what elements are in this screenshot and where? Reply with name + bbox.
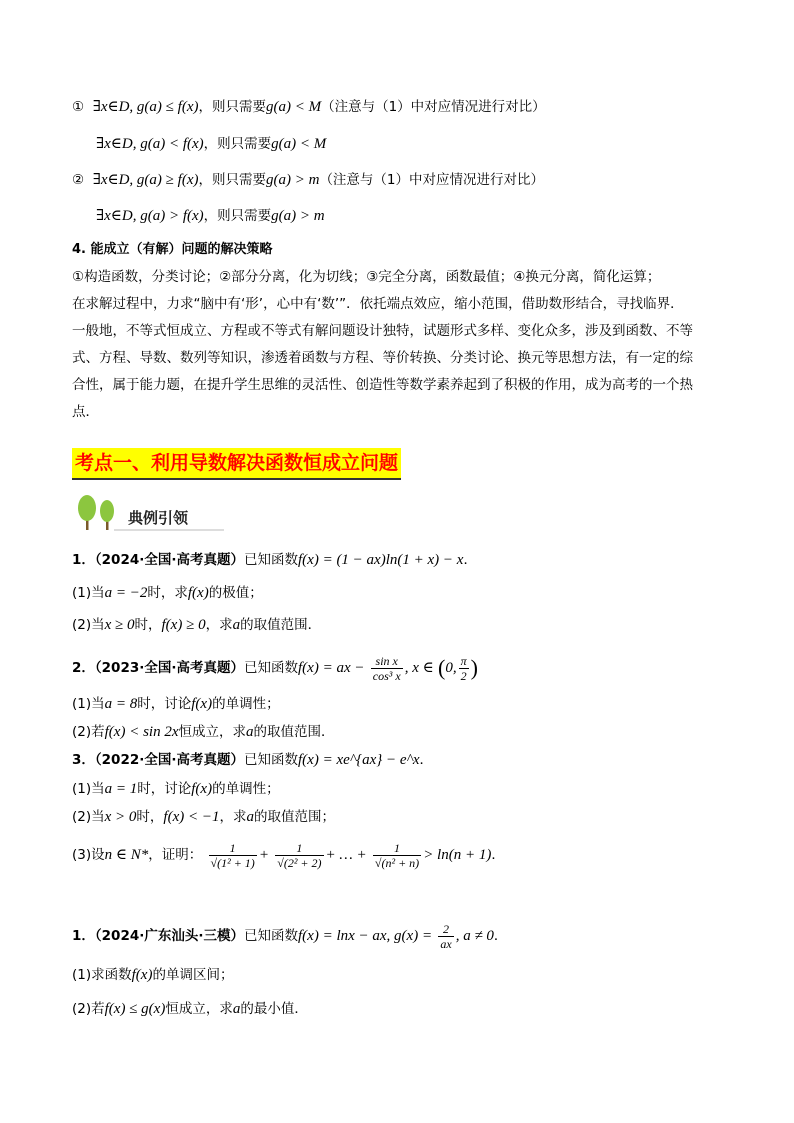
text: (2)当 [72,809,105,825]
math-expression: 0, [445,660,457,676]
practice-question-1-part-2 [72,999,308,1019]
math-expression: x > 0 [104,809,137,825]
question-2 [72,652,478,684]
math-expression: a [232,617,241,633]
math-expression: g(a) < M [271,136,327,152]
practice-question-1-part-1 [72,965,233,985]
question-number: 1． [72,928,95,944]
circled-marker: ② [72,172,85,188]
paragraph-line: 合性，属于能力题，在提升学生思维的灵活性、创造性等数学素养起到了积极的作用，成为高考的一个热 [72,377,693,393]
math-expression: f(x) ≥ 0 [161,617,206,633]
criterion-2 [72,170,544,190]
question-2-part-2 [72,722,334,742]
text: (2)若 [72,1001,105,1017]
practice-question-1: 1．（2024·广东汕头·三模）已知函数f(x) = lnx − ax, g(x) = $\frac{2}{ax}$ , a ≠ 0． [72,921,508,951]
math-expression: g(a) < M [265,99,322,115]
math-expression: , a ≠ 0 [455,928,494,944]
text: ，求 [205,617,233,633]
math-expression: f(x) [191,781,213,797]
math-expression: ∃x∈D, g(a) ≥ f(x) [92,172,199,188]
plus-sign: + [258,847,269,863]
fraction [373,841,421,870]
math-expression: f(x) ≤ g(x) [104,1001,166,1017]
math-expression: ∃x∈D, g(a) > f(x) [96,208,204,224]
text: 的单调性； [212,696,280,712]
question-1-part-1 [72,583,263,603]
text: 时， [136,809,164,825]
paragraph-line: 在求解过程中，力求“脑中有‘形’，心中有‘数’”．依托端点效应，缩小范围，借助数形结合，寻找临界． [72,296,684,312]
circled-marker: ① [72,99,85,115]
text: ，则只需要 [203,208,272,224]
text: (1)求函数 [72,967,132,983]
section-title: 考点一、利用导数解决函数恒成立问题 [72,448,401,480]
math-expression: , x ∈ [404,660,434,676]
paren: ( [438,655,446,680]
math-expression: f(x) = xe^{ax} − e^x [298,752,420,768]
text: 时，讨论 [137,781,192,797]
text: (1)当 [72,696,105,712]
fraction-numerator: 2 [438,922,453,937]
fraction [275,841,323,870]
math-expression: a [246,809,254,825]
paren: ) [470,655,478,680]
question-source: （2024·全国·高考真题） [94,552,244,568]
question-1: 1．（2024·全国·高考真题）已知函数f(x) = (1 − ax)ln(1 + x) − x． [72,552,477,568]
text: (3)设 [72,847,105,863]
question-source: （2023·全国·高考真题） [94,660,244,676]
text: 恒成立，求 [165,1001,233,1017]
text: (1)当 [72,585,105,601]
fraction-denominator: ax [440,936,452,951]
math-expression: f(x) < sin 2x [104,724,179,740]
math-expression: a = 8 [104,696,138,712]
fraction-denominator: √(2² + 2) [277,855,322,870]
math-expression: g(a) > m [265,172,320,188]
math-expression: f(x) = lnx − ax, g(x) = [298,928,433,944]
text: 已知函数 [244,552,298,568]
fraction-denominator: √(n² + n) [374,855,420,870]
criterion-1b [96,134,326,154]
math-expression: f(x) [191,696,213,712]
math-expression: f(x) < −1 [163,809,220,825]
question-source: （2022·全国·高考真题） [94,752,244,768]
math-expression: f(x) = (1 − ax)ln(1 + x) − x [298,552,464,568]
math-expression: a [245,724,254,740]
question-3-part-3: (3)设n ∈ N*，证明： $\frac{1}{\text{√(1² + 1)}}$ + $\frac{1}{\text{√(2² + 2)}}$ + … + $\frac{1}{\text{√(n² + n)}}$ > ln(n + 1)． [72,840,505,870]
question-1-part-2 [72,615,321,635]
note-text: （注意与（1）中对应情况进行对比） [321,99,546,115]
text: ，证明： [148,847,203,863]
text: 的取值范围； [253,809,335,825]
text: ，则只需要 [198,99,266,115]
note-text: （注意与（1）中对应情况进行对比） [319,172,545,188]
math-expression: f(x) [131,967,153,983]
fraction-numerator: 1 [373,841,421,856]
text: 时，求 [147,585,188,601]
section-heading-4: 4. 能成立（有解）问题的解决策略 [72,242,273,257]
question-3-part-2 [72,807,335,827]
fraction-numerator: 1 [275,841,323,856]
fraction [371,654,403,683]
text: 的最小值． [240,1001,308,1017]
question-3-part-1 [72,779,280,799]
math-expression: a = 1 [104,781,138,797]
fraction-denominator: cos³ x [372,668,401,683]
text: 的极值； [208,585,263,601]
math-expression: ∃x∈D, g(a) ≤ f(x) [92,99,199,115]
question-3: 3．（2022·全国·高考真题）已知函数f(x) = xe^{ax} − e^x． [72,752,434,768]
math-expression: a [232,1001,241,1017]
math-expression: + … + [325,847,367,863]
text: (2)当 [72,617,105,633]
text: 已知函数 [244,928,298,944]
math-expression: n ∈ N* [104,847,149,863]
paragraph-line: 一般地，不等式恒成立、方程或不等式有解问题设计独特，试题形式多样、变化众多，涉及到函数、不等 [72,323,693,339]
fraction [209,841,257,870]
question-2-part-1 [72,694,280,714]
question-number: 3． [72,752,95,768]
math-expression: f(x) [187,585,209,601]
fraction-denominator: 2 [460,668,467,683]
question-number: 1． [72,552,95,568]
fraction [438,922,453,951]
criterion-1 [72,97,546,117]
math-expression: ∃x∈D, g(a) < f(x) [96,136,204,152]
text: 已知函数 [244,660,298,676]
math-expression: f(x) = ax − [298,660,365,676]
text: (2)若 [72,724,105,740]
fraction-denominator: √(1² + 1) [210,855,255,870]
math-expression: x ≥ 0 [104,617,135,633]
text: 的单调区间； [152,967,234,983]
text: (1)当 [72,781,105,797]
text: ，则只需要 [203,136,272,152]
text: ，则只需要 [198,172,266,188]
text: 的取值范围． [240,617,322,633]
text: 的单调性； [212,781,280,797]
fraction [459,654,469,683]
criterion-2b [96,206,325,226]
fraction-numerator: sin x [371,654,403,669]
text: 时， [134,617,162,633]
question-number: 2． [72,660,95,676]
paragraph-line: ①构造函数，分类讨论；②部分分离，化为切线；③完全分离，函数最值；④换元分离，简化运算； [72,269,661,285]
paragraph-line: 点． [72,404,99,420]
math-expression: g(a) > m [271,208,325,224]
banner-label: 典例引领 [128,509,189,527]
text: 已知函数 [244,752,298,768]
math-expression: a = −2 [104,585,148,601]
paragraph-line: 式、方程、导数、数列等知识，渗透着函数与方程、等价转换、分类讨论、换元等思想方法，有一定的综 [72,350,693,366]
fraction-numerator: 1 [209,841,257,856]
fraction-numerator: π [460,653,467,668]
text: 时，讨论 [137,696,192,712]
text: ，求 [219,809,247,825]
text: 的取值范围． [253,724,335,740]
math-expression: > ln(n + 1) [423,847,492,863]
question-source: （2024·广东汕头·三模） [94,928,244,944]
text: 恒成立，求 [178,724,246,740]
